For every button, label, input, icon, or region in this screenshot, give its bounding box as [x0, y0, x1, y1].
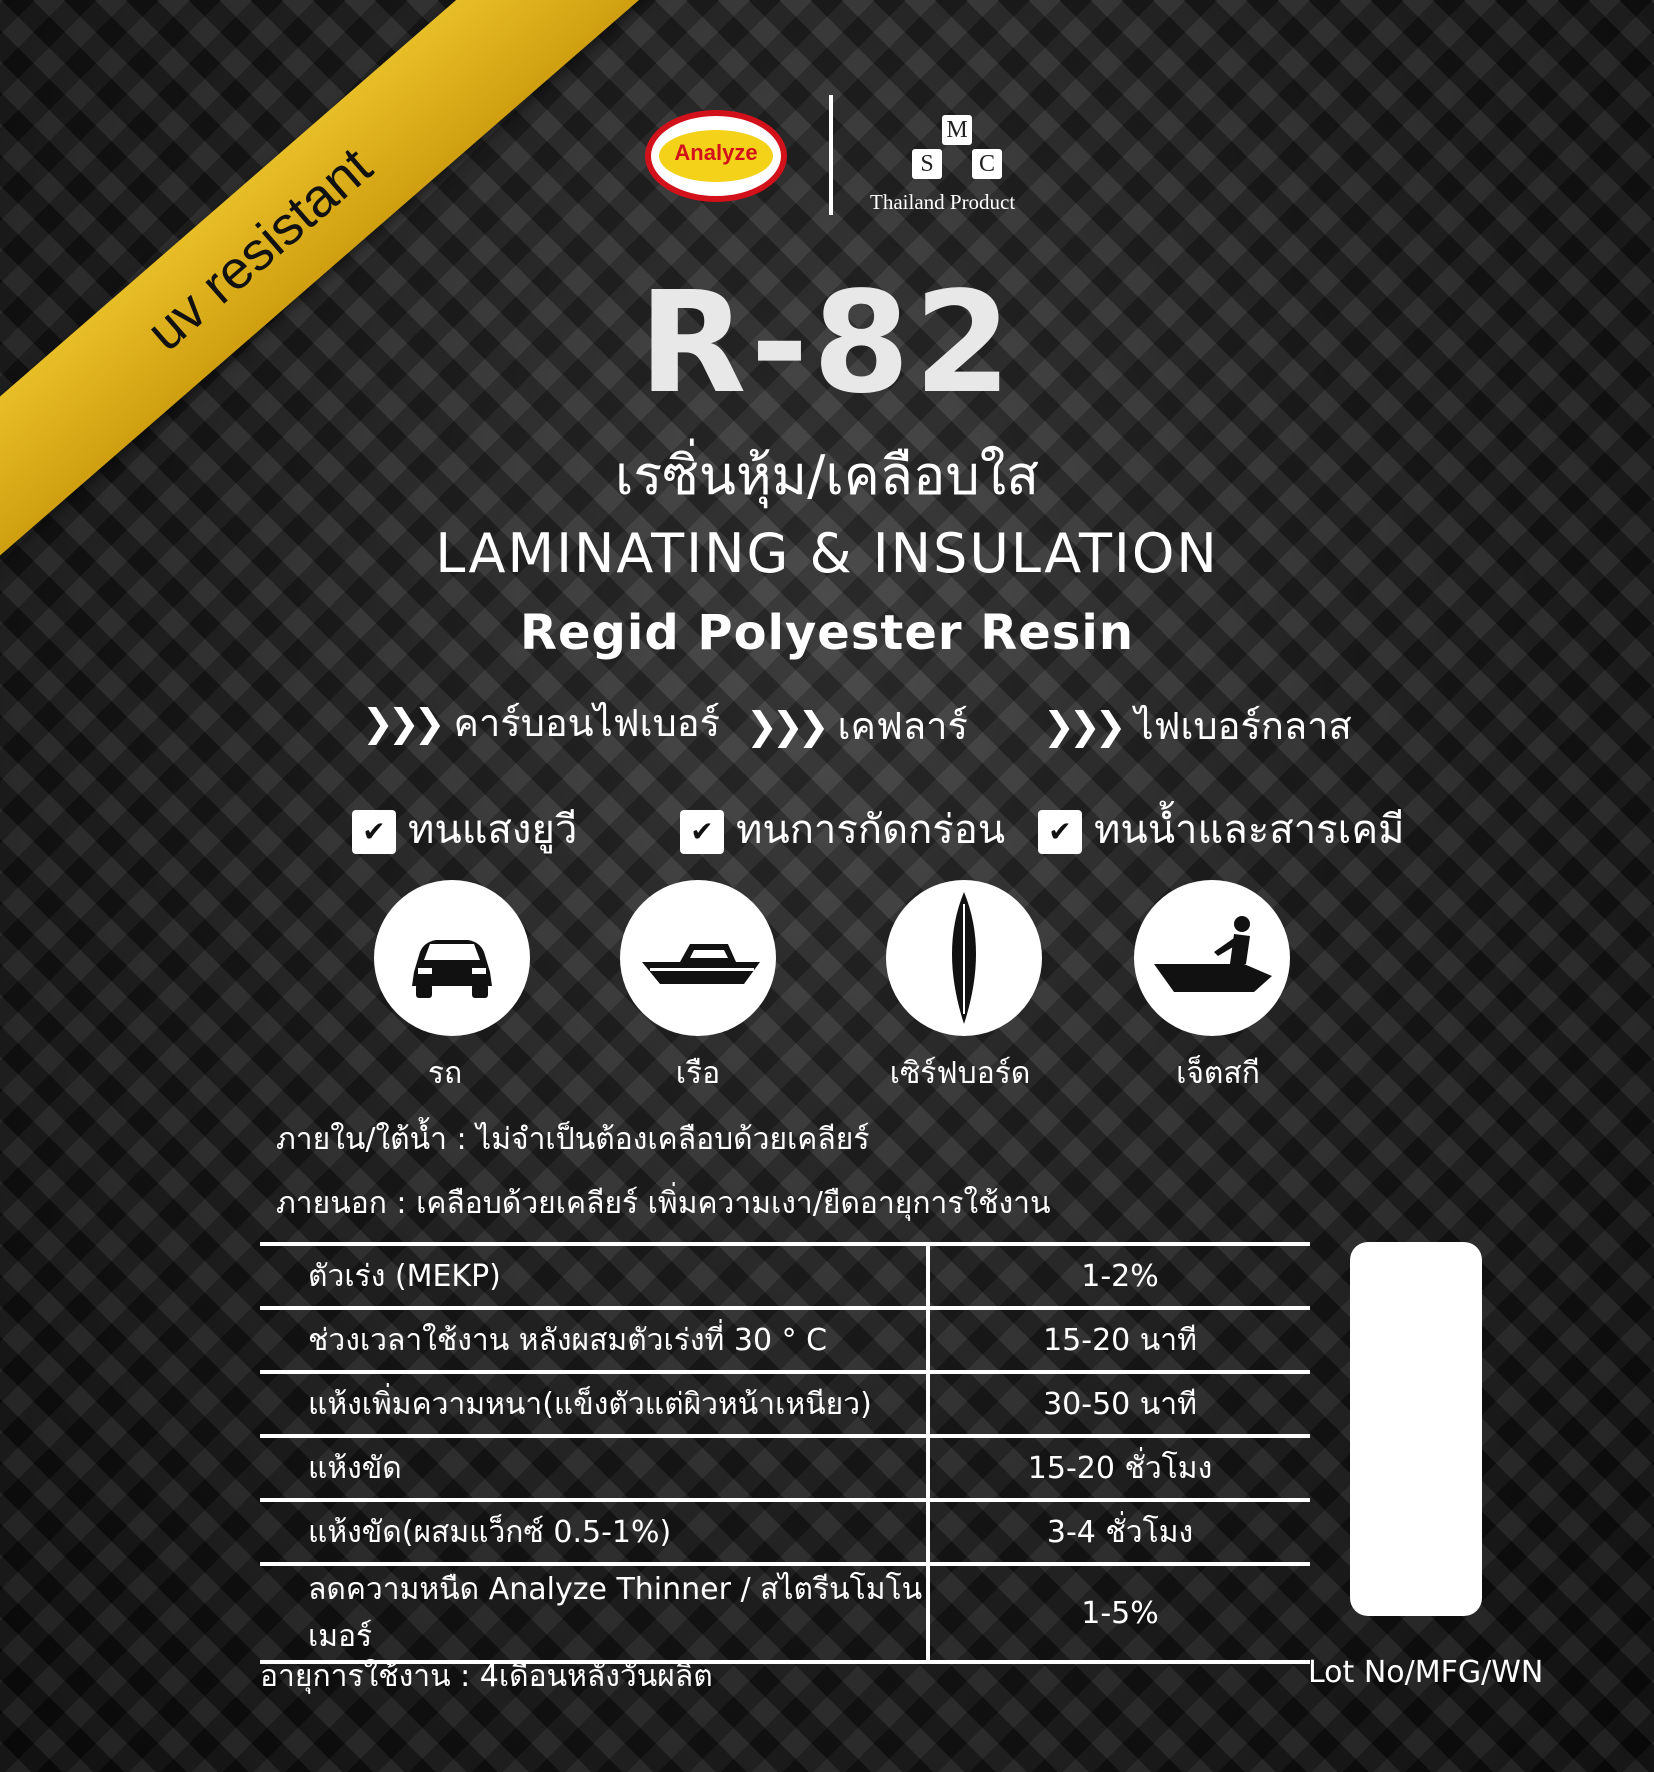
surfboard-icon — [886, 880, 1042, 1036]
spec-table — [260, 1242, 1310, 1664]
material-carbon: ❯❯❯ คาร์บอนไฟเบอร์ — [362, 701, 720, 745]
spec-value: 15-20 ชั่วโมง — [928, 1436, 1310, 1500]
spec-value: 1-2% — [928, 1244, 1310, 1308]
feature-water-chemical: ✔ ทนน้ำและสารเคมี — [1038, 797, 1404, 861]
ribbon-text: uv resistant — [135, 136, 384, 363]
spec-label: แห้งขัด — [260, 1436, 928, 1500]
lot-number-label: Lot No/MFG/WN — [1308, 1655, 1544, 1690]
feature-corrosion: ✔ ทนการกัดกร่อน — [680, 797, 1005, 861]
table-row — [260, 1308, 1310, 1372]
product-code: R-82 — [638, 262, 1016, 425]
triple-chevron-icon: ❯❯❯ — [1043, 704, 1121, 748]
use-surfboard — [886, 880, 1042, 1036]
use-jetski — [1134, 880, 1290, 1036]
spec-value: 30-50 นาที — [928, 1372, 1310, 1436]
use-car — [374, 880, 530, 1036]
checkmark-icon: ✔ — [352, 810, 396, 854]
checkmark-icon: ✔ — [1038, 810, 1082, 854]
use-label-boat: เรือ — [675, 1056, 721, 1091]
use-label-car: รถ — [427, 1056, 463, 1091]
spec-value: 15-20 นาที — [928, 1308, 1310, 1372]
use-boat — [620, 880, 776, 1036]
use-label-jetski: เจ็ตสกี — [1176, 1056, 1260, 1091]
msc-logo — [912, 115, 1002, 195]
triple-chevron-icon: ❯❯❯ — [362, 701, 440, 745]
car-icon — [374, 880, 530, 1036]
spec-label: ตัวเร่ง (MEKP) — [260, 1244, 928, 1308]
table-row — [260, 1500, 1310, 1564]
spec-label: ลดความหนืด Analyze Thinner / สไตรีนโมโนเมอร์ — [260, 1564, 928, 1662]
msc-letter-s: S — [912, 149, 942, 179]
msc-letter-m: M — [942, 115, 972, 145]
use-label-surfboard: เซิร์ฟบอร์ด — [889, 1056, 1031, 1091]
product-thai-title: เรซิ่นหุ้ม/เคลือบใส — [614, 444, 1040, 507]
material-fiberglass: ❯❯❯ ไฟเบอร์กลาส — [1043, 704, 1352, 748]
msc-letter-c: C — [972, 149, 1002, 179]
logo-divider — [829, 95, 833, 215]
product-subtitle-en: Regid Polyester Resin — [519, 605, 1134, 661]
table-row — [260, 1372, 1310, 1436]
spec-value: 3-4 ชั่วโมง — [928, 1500, 1310, 1564]
msc-tagline: Thailand Product — [870, 190, 1016, 214]
material-kevlar: ❯❯❯ เคฟลาร์ — [746, 704, 968, 748]
feature-uv: ✔ ทนแสงยูวี — [352, 797, 577, 861]
table-row — [260, 1436, 1310, 1500]
table-row — [260, 1244, 1310, 1308]
product-title-en: LAMINATING & INSULATION — [435, 522, 1219, 585]
note-indoor: ภายใน/ใต้น้ำ : ไม่จำเป็นต้องเคลือบด้วยเคลียร์ — [276, 1122, 870, 1157]
note-outdoor: ภายนอก : เคลือบด้วยเคลียร์ เพิ่มความเงา/ยืดอายุการใช้งาน — [276, 1186, 1051, 1221]
shelf-life: อายุการใช้งาน : 4เดือนหลังวันผลิต — [260, 1659, 713, 1694]
checkmark-icon: ✔ — [680, 810, 724, 854]
spec-label: ช่วงเวลาใช้งาน หลังผสมตัวเร่งที่ 30 ° C — [260, 1308, 928, 1372]
lot-label-box — [1350, 1242, 1482, 1616]
boat-icon — [620, 880, 776, 1036]
table-row — [260, 1564, 1310, 1662]
spec-label: แห้งเพิ่มความหนา(แข็งตัวแต่ผิวหน้าเหนียว) — [260, 1372, 928, 1436]
spec-value: 1-5% — [928, 1564, 1310, 1662]
spec-label: แห้งขัด(ผสมแว็กซ์ 0.5-1%) — [260, 1500, 928, 1564]
jetski-icon — [1134, 880, 1290, 1036]
analyze-logo-text: Analyze — [674, 140, 758, 165]
triple-chevron-icon: ❯❯❯ — [746, 704, 824, 748]
analyze-logo — [645, 110, 787, 202]
